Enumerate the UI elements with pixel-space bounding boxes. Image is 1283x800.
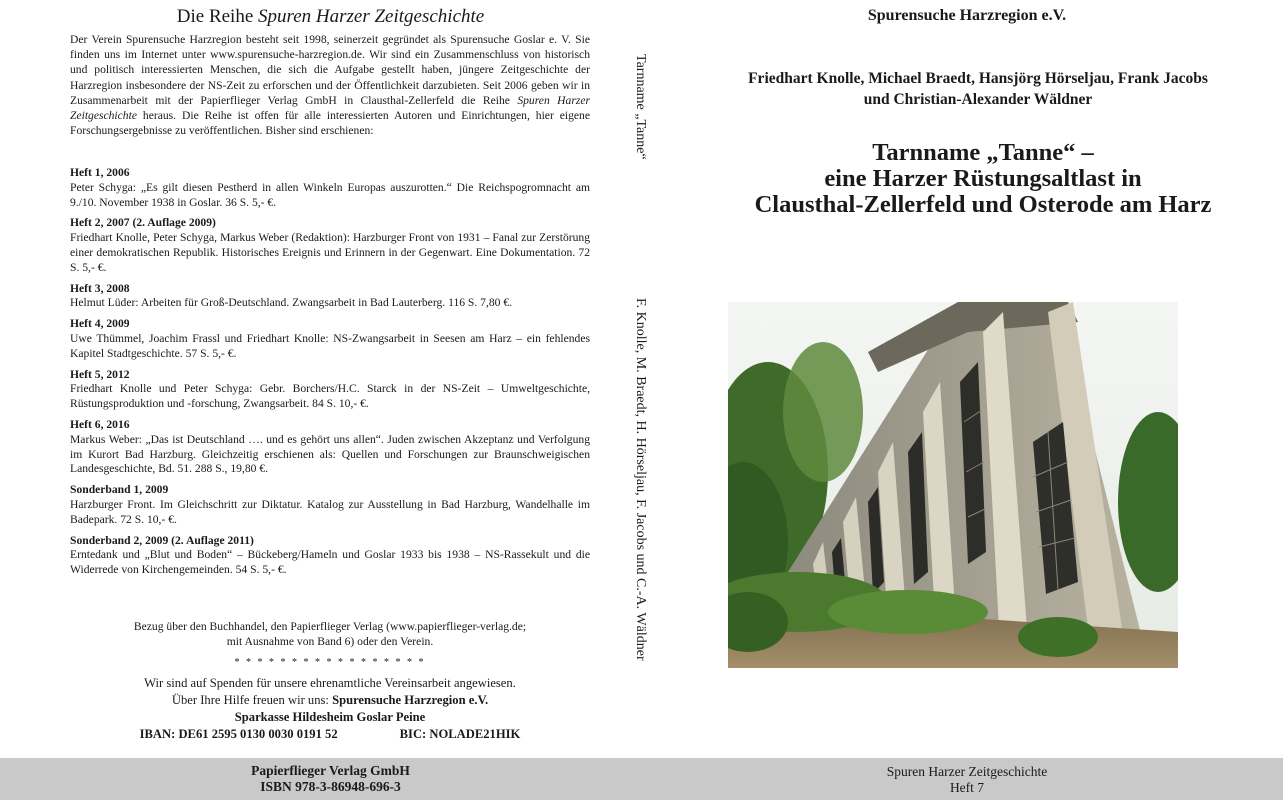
series-intro xyxy=(70,32,590,138)
intro-text-1: Der Verein Spurensuche Harzregion besteht seit 1998, seinerzeit gegründet als Spurensuche Goslar e. V. Sie finden uns im Internet unter www.spurensuche-harzregion.de. Wir sind ein Zusammenschluss von historisch und politisch interessierten Menschen, die sich die Aufgabe gestellt haben, jüngere Zeitgeschichte der Harzregion insbesondere der NS-Zeit zu erforschen und der Öffentlichkeit darzubieten. Seit 2006 geben wir in Zusammenarbeit mit der Papierflieger Verlag GmbH in Clausthal-Zellerfeld die Reihe xyxy=(70,33,590,107)
donation-line-2 xyxy=(70,692,590,709)
issue-heading: Heft 5, 2012 xyxy=(70,367,130,381)
issue-item xyxy=(70,534,590,578)
book-title-line-2: eine Harzer Rüstungsaltlast in xyxy=(824,165,1142,192)
issue-description: Peter Schyga: „Es gilt diesen Pestherd in allen Winkeln Europas auszurotten.“ Die Reichspogromnacht am 9./10. November 1938 in Goslar. 36 S. 5,- €. xyxy=(70,180,590,209)
authors xyxy=(700,68,1256,110)
iban: IBAN: DE61 2595 0130 0030 0191 52 xyxy=(139,727,338,741)
ordering-line-2: mit Ausnahme von Band 6) oder den Verein. xyxy=(226,635,434,649)
front-cover xyxy=(672,0,1283,758)
publisher-name: Papierflieger Verlag GmbH xyxy=(251,763,410,778)
series-title-plain: Die Reihe xyxy=(176,6,259,27)
bank-name: Sparkasse Hildesheim Goslar Peine xyxy=(234,710,426,724)
book-title-line-1: Tarnname „Tanne“ – xyxy=(872,139,1094,166)
issue-heading: Heft 2, 2007 (2. Auflage 2009) xyxy=(70,216,216,230)
issue-item xyxy=(70,368,590,412)
bank-details xyxy=(70,726,590,743)
intro-text-2: heraus. Die Reihe ist offen für alle interessierten Autoren und Einrichtungen, hier eigene Forschungsergebnisse zu veröffentlichen. Bisher sind erschienen: xyxy=(70,109,590,138)
donation-thanks: Über Ihre Hilfe freuen wir uns: xyxy=(171,693,333,707)
series-info xyxy=(672,764,1262,796)
publisher-info xyxy=(0,763,661,795)
issue-heading: Heft 6, 2016 xyxy=(70,417,130,431)
issue-description: Friedhart Knolle und Peter Schyga: Gebr. Borchers/H.C. Starck in der NS-Zeit – Umweltgeschichte, Rüstungsproduktion und -forschung, Zwangsarbeit. 84 S. 10,- €. xyxy=(70,382,590,411)
donation-org: Spurensuche Harzregion e.V. xyxy=(332,693,489,707)
bic: BIC: NOLADE21HIK xyxy=(399,727,521,741)
donation-line-1: Wir sind auf Spenden für unsere ehrenamtliche Vereinsarbeit angewiesen. xyxy=(144,676,516,690)
issue-description: Helmut Lüder: Arbeiten für Groß-Deutschland. Zwangsarbeit in Bad Lauterberg. 116 S. 7,80 €. xyxy=(70,296,513,310)
intro-series-name: Spuren Harzer Zeitgeschichte xyxy=(70,93,591,123)
issue-description: Markus Weber: „Das ist Deutschland …. und es gehört uns allen“. Juden zwischen Akzeptanz und Verfolgung im Kurort Bad Harzburg. Gleichzeitig erschienen als: Quellen und Forschungen zur Braunschweigischen Landesgeschichte, Bd. 51. 288 S., 19,80 €. xyxy=(70,432,590,476)
cover-photo-ruined-building xyxy=(728,302,1178,668)
book-title-line-3: Clausthal-Zellerfeld und Osterode am Harz xyxy=(754,191,1212,218)
issue-item xyxy=(70,418,590,477)
issue-item xyxy=(70,166,590,210)
issue-item xyxy=(70,216,590,275)
issue-heading: Sonderband 1, 2009 xyxy=(70,483,169,497)
back-cover xyxy=(0,0,608,758)
issue-number: Heft 7 xyxy=(949,780,985,795)
ordering-line-1: Bezug über den Buchhandel, den Papierflieger Verlag (www.papierflieger-verlag.de; xyxy=(133,620,527,633)
issue-description: Friedhart Knolle, Peter Schyga, Markus Weber (Redaktion): Harzburger Front von 1931 – Fanal zur Zerstörung einer demokratischen Republik. Historisches Ereignis und Erinnern in der Gegenwart. Eine Dokumentation. 72 S. 5,- €. xyxy=(70,231,590,274)
spine xyxy=(612,0,668,758)
authors-line-1: Friedhart Knolle, Michael Braedt, Hansjörg Hörseljau, Frank Jacobs xyxy=(748,70,1208,87)
issue-heading: Heft 4, 2009 xyxy=(70,317,130,331)
donation-info xyxy=(70,675,590,743)
series-title xyxy=(0,6,661,28)
issue-description: Harzburger Front. Im Gleichschritt zur Diktatur. Katalog zur Ausstellung in Bad Harzburg, Wandelhalle im Badepark. 72 S. 10,- €. xyxy=(70,497,590,526)
publisher-organization: Spurensuche Harzregion e.V. xyxy=(867,7,1067,24)
spine-authors: F. Knolle, M. Braedt, H. Hörseljau, F. Jacobs und C.-A. Wäldner xyxy=(633,298,648,661)
issue-description: Erntedank und „Blut und Boden“ – Bückeberg/Hameln und Goslar 1933 bis 1938 – NS-Rassekult und die Widerrede von Kirchengemeinden. 54 S. 5,- €. xyxy=(70,548,590,577)
footer-bar xyxy=(0,758,1283,800)
issue-item xyxy=(70,483,590,527)
issue-item xyxy=(70,317,590,361)
star-divider: * * * * * * * * * * * * * * * * * xyxy=(234,657,426,668)
issue-heading: Heft 1, 2006 xyxy=(70,166,130,179)
ordering-info xyxy=(70,619,590,649)
issue-item xyxy=(70,282,590,312)
authors-line-2: und Christian-Alexander Wäldner xyxy=(863,91,1093,108)
issue-heading: Sonderband 2, 2009 (2. Auflage 2011) xyxy=(70,533,254,547)
issue-list xyxy=(70,166,590,584)
series-title-italic: Spuren Harzer Zeitgeschichte xyxy=(258,6,485,27)
issue-description: Uwe Thümmel, Joachim Frassl und Friedhart Knolle: NS-Zwangsarbeit in Seesen am Harz – ein fehlendes Kapitel Stadtgeschichte. 57 S. 5,- €. xyxy=(70,331,590,360)
spine-title: Tarnname „Tanne“ xyxy=(633,54,648,160)
series-name: Spuren Harzer Zeitgeschichte xyxy=(886,764,1048,779)
issue-heading: Heft 3, 2008 xyxy=(70,281,130,295)
book-title xyxy=(688,140,1278,218)
isbn: ISBN 978-3-86948-696-3 xyxy=(260,779,401,794)
